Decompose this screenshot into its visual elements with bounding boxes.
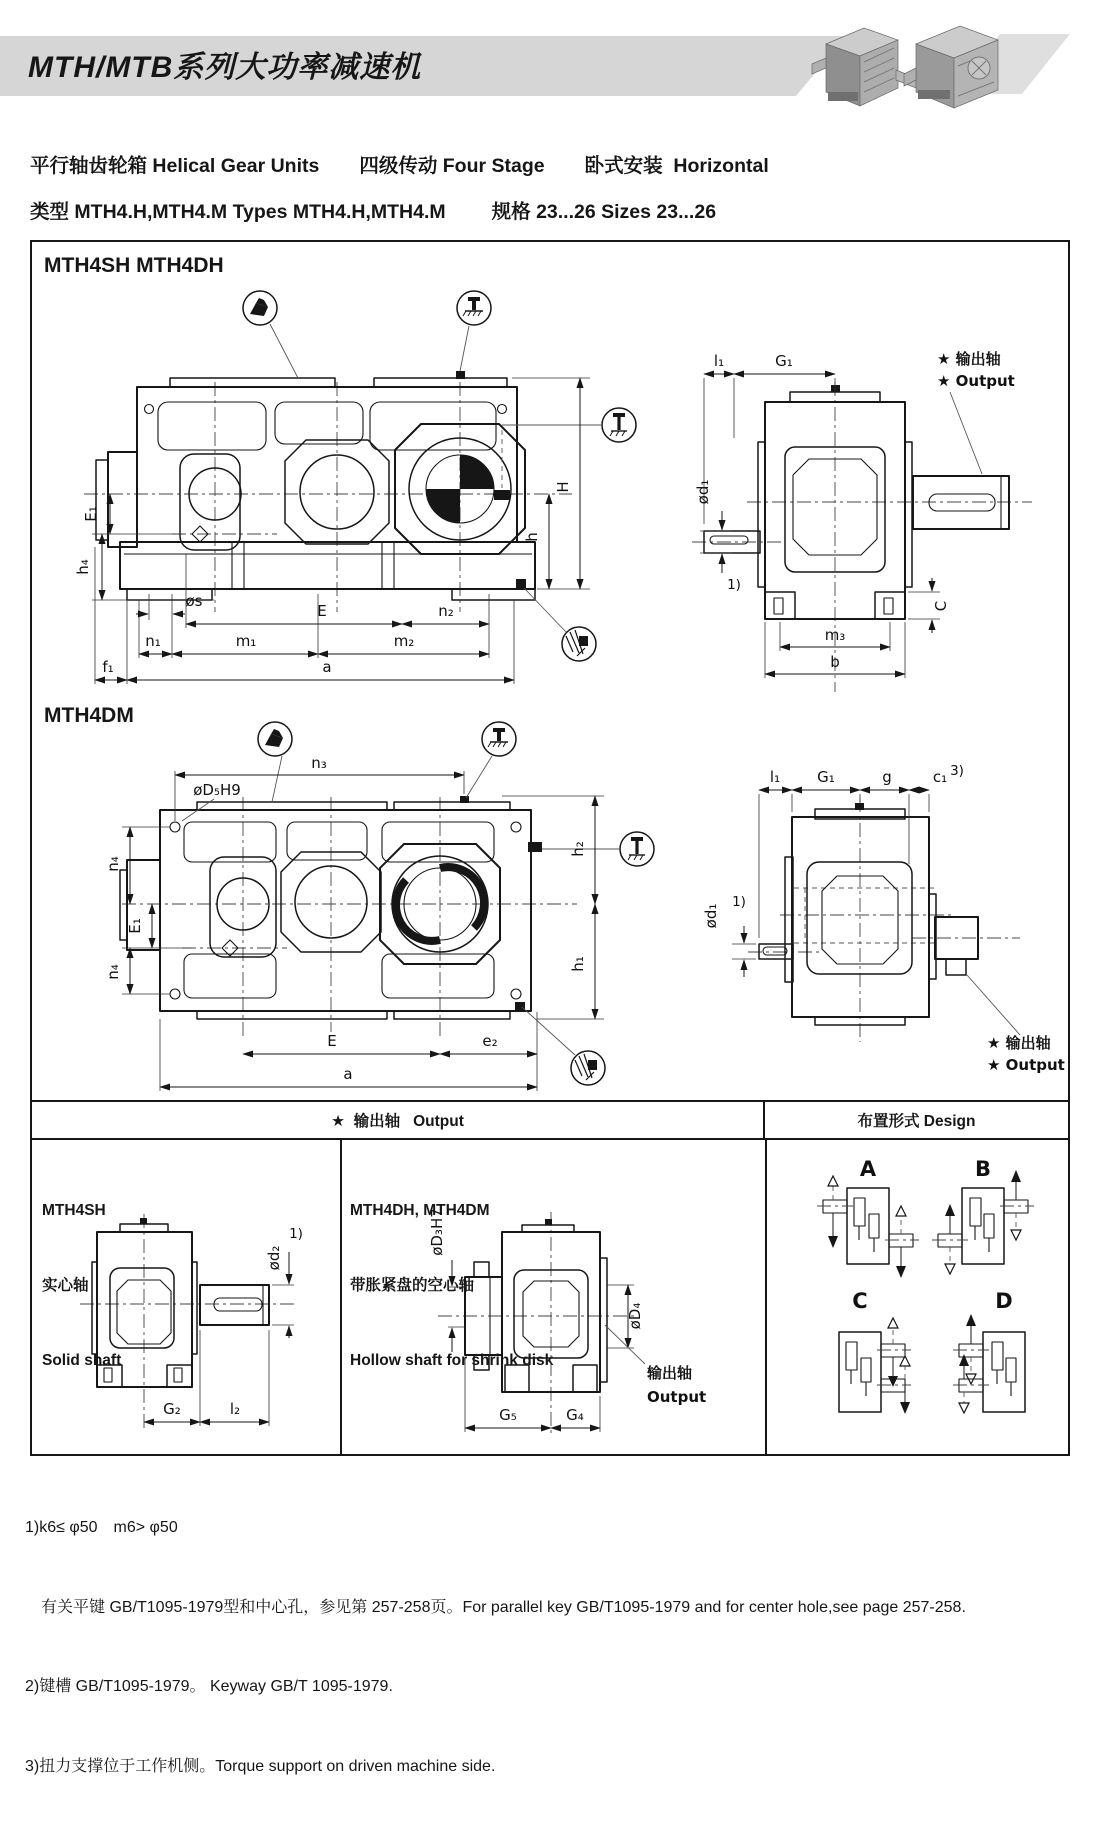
table-header-design: 布置形式 Design (765, 1100, 1068, 1140)
oil-level-icon (620, 832, 654, 866)
page-title: MTH/MTB系列大功率减速机 (28, 51, 422, 84)
table-header-output: ★ 输出轴 Output (32, 1100, 765, 1140)
dim-label-H: H (554, 481, 572, 493)
output-note-en: Output (647, 1388, 707, 1406)
output-note-cn: ★ 输出轴 (987, 1034, 1051, 1052)
subtitle-units: 平行轴齿轮箱 Helical Gear Units (30, 155, 320, 177)
dim-label-f1: f₁ (102, 658, 114, 676)
dim-label-a: a (343, 1065, 353, 1083)
hollow-shaft-en: Hollow shaft for shrink disk (350, 1352, 554, 1369)
oil-drain-icon (562, 627, 596, 661)
output-note-cn: 输出轴 (647, 1364, 693, 1382)
dim-label-D4: øD₄ (626, 1302, 644, 1330)
dim-label-n4b: n₄ (104, 964, 122, 980)
technical-drawings (32, 242, 1068, 1100)
oil-drain-icon (571, 1051, 605, 1085)
dim-label-E1: E₁ (126, 918, 144, 934)
note-1: 1) (732, 894, 746, 910)
dim-label-C: C (932, 600, 950, 612)
solid-shaft-en: Solid shaft (42, 1352, 122, 1369)
note-3: 3) (950, 763, 964, 779)
dim-label-G5: G₅ (499, 1406, 517, 1424)
solid-shaft-model: MTH4SH (42, 1202, 106, 1219)
dim-label-D5H9: øD₅H9 (193, 781, 241, 799)
note-1: 1) (289, 1226, 303, 1242)
dim-label-h4: h₄ (74, 559, 92, 575)
dim-label-b: b (830, 653, 840, 671)
oil-fill-icon (258, 722, 292, 756)
solid-shaft-drawing (32, 1140, 340, 1454)
dim-label-d1: ød₁ (694, 479, 712, 505)
dim-label-e2: e₂ (482, 1032, 498, 1050)
dim-label-a: a (322, 658, 332, 676)
dim-label-h: h (523, 532, 541, 542)
subtitle-line-1 (30, 150, 769, 178)
drawing-panel (30, 240, 1070, 1456)
dim-label-G1: G₁ (817, 768, 835, 786)
note-1: 1) (727, 577, 741, 593)
dim-label-E: E (317, 602, 327, 620)
hollow-shaft-drawing (342, 1140, 765, 1454)
subtitle-sizes: 规格 23...26 Sizes 23...26 (491, 201, 717, 223)
footnote-2: 2)键槽 GB/T1095-1979。 Keyway GB/T 1095-1979. (25, 1678, 393, 1695)
design-label-c: C (852, 1289, 868, 1313)
design-b (932, 1157, 1034, 1274)
dim-label-d2: ød₂ (265, 1245, 283, 1271)
model-label-mid: MTH4DM (44, 704, 134, 727)
design-c (839, 1289, 911, 1414)
output-note-en: ★ Output (937, 372, 1015, 390)
subtitle-types: 类型 MTH4.H,MTH4.M Types MTH4.H,MTH4.M (30, 201, 446, 223)
hollow-shaft-model: MTH4DH, MTH4DM (350, 1202, 490, 1219)
dim-label-E: E (327, 1032, 337, 1050)
subtitle-stage: 四级传动 Four Stage (359, 155, 545, 177)
dim-label-l2: l₂ (229, 1400, 241, 1418)
dim-label-m3: m₃ (824, 626, 846, 644)
dim-label-E1: E₁ (82, 506, 100, 522)
oil-fill-icon (243, 291, 277, 325)
dim-label-l1: l₁ (713, 352, 725, 370)
product-photo-2 (904, 26, 998, 108)
output-note-en: ★ Output (987, 1056, 1065, 1074)
side-view-mth4sh (74, 291, 636, 684)
dim-label-n3: n₃ (311, 754, 327, 772)
design-label-a: A (859, 1157, 877, 1181)
design-d (953, 1289, 1025, 1413)
dim-label-n4: n₄ (104, 856, 122, 872)
solid-shaft-cn: 实心轴 (42, 1277, 89, 1294)
front-view-mth4dm (702, 763, 1065, 1074)
hollow-shaft-cn: 带胀紧盘的空心轴 (350, 1277, 475, 1294)
side-view-mth4dm (104, 722, 654, 1091)
design-a (817, 1157, 919, 1278)
dim-label-D3H7: øD₃H7 (428, 1208, 446, 1256)
design-label-b: B (974, 1157, 992, 1181)
output-note-cn: ★ 输出轴 (937, 350, 1001, 368)
dim-label-os: øs (185, 592, 203, 610)
dim-label-h2: h₂ (569, 841, 587, 857)
dim-label-G4: G₄ (566, 1406, 584, 1424)
dim-label-c1: c₁ (932, 768, 948, 786)
dim-label-g: g (882, 768, 892, 786)
front-view-mth4sh (692, 350, 1032, 692)
dim-label-l1: l₁ (769, 768, 781, 786)
footnotes (25, 1462, 1080, 1833)
dim-label-h1: h₁ (569, 956, 587, 972)
design-arrangements (767, 1140, 1068, 1454)
design-label-d: D (995, 1289, 1013, 1313)
subtitle-line-2 (30, 196, 716, 224)
dim-label-n1: n₁ (145, 632, 161, 650)
oil-level-icon (602, 408, 636, 442)
dim-label-n2: n₂ (438, 602, 454, 620)
breather-plug-icon (482, 722, 516, 756)
dim-label-d1: ød₁ (702, 903, 720, 929)
dim-label-G1: G₁ (775, 352, 793, 370)
footnote-1: 1)k6≤ φ50 m6> φ50 (25, 1519, 178, 1536)
breather-plug-icon (457, 291, 491, 325)
dim-label-G2: G₂ (163, 1400, 181, 1418)
model-label-top: MTH4SH MTH4DH (44, 254, 224, 277)
subtitle-mounting: 卧式安装 Horizontal (584, 155, 769, 177)
dim-label-m1: m₁ (235, 632, 257, 650)
footnote-3: 3)扭力支撑位于工作机侧。Torque support on driven machine side. (25, 1757, 496, 1775)
footnote-1b: 有关平键 GB/T1095-1979型和中心孔，参见第 257-258页。For parallel key GB/T1095-1979 and for center hole,see page 257-258. (25, 1598, 966, 1616)
dim-label-m2: m₂ (393, 632, 415, 650)
